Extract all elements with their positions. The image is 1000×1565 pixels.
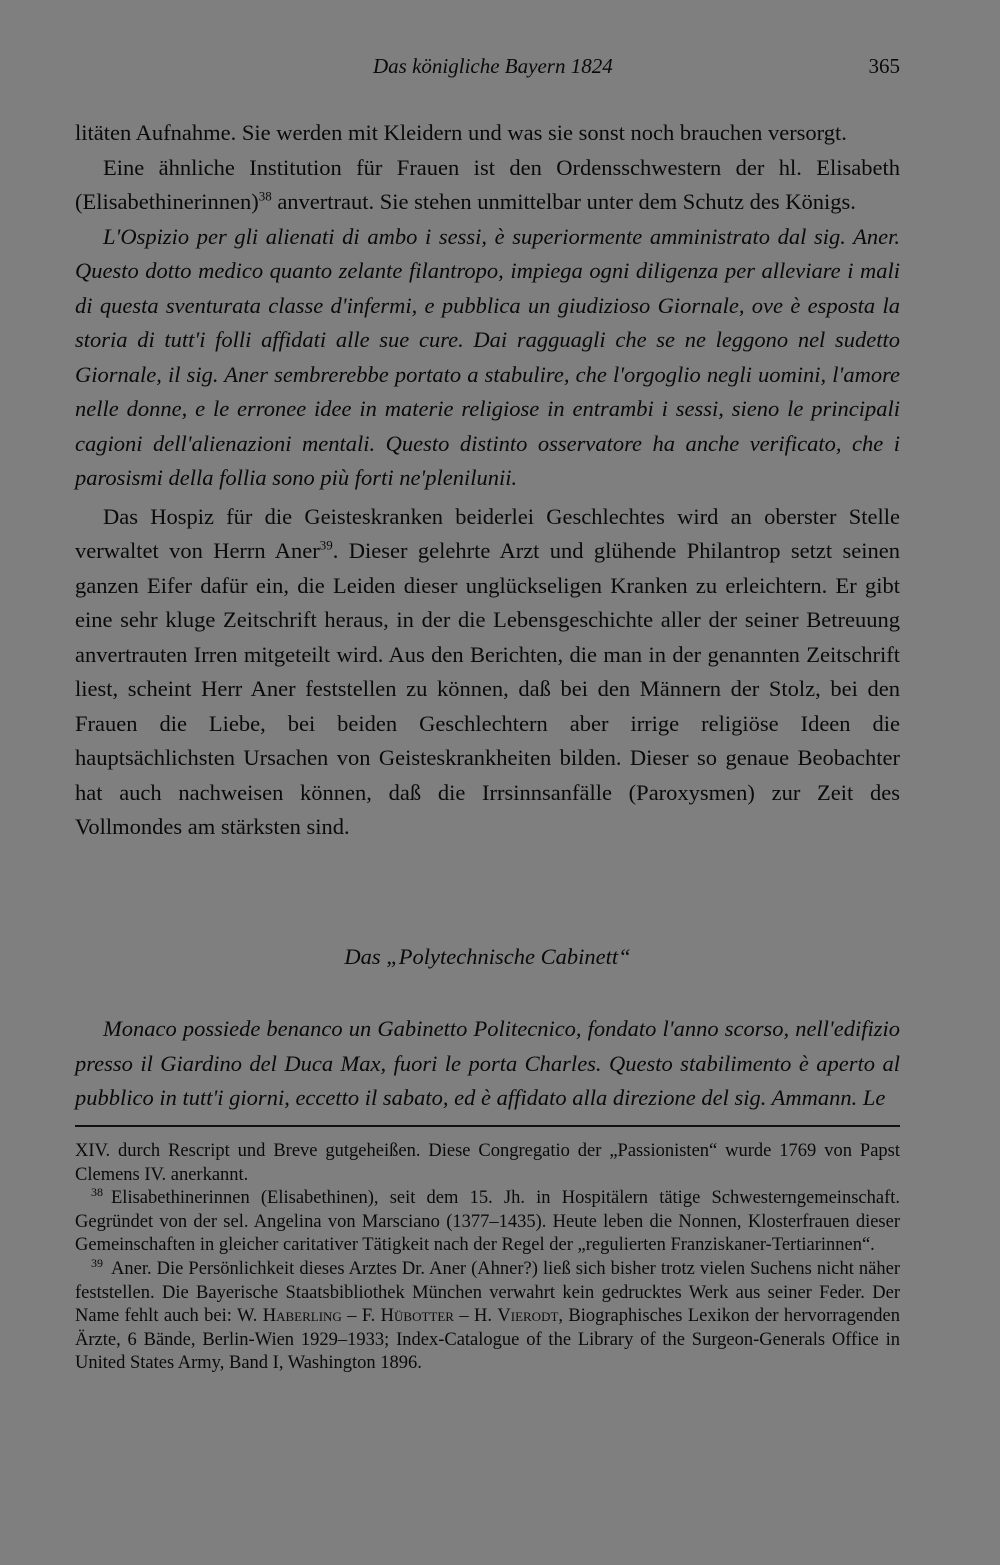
section-heading: Das „Polytechnische Cabinett“ — [344, 944, 631, 969]
footnote-38 — [75, 1187, 900, 1258]
footnote-38-text: Elisabethinerinnen (Elisabethinen), seit dem 15. Jh. in Hospitälern tätige Schwesterngemeinschaft. Gegründet von der sel. Angelina von Marsciano (1377–1435). Heute leben die Nonnen, Klosterfrauen dieser Gemeinschaften in gleicher caritativer Tätigkeit nach der Regel der „regulierten Franziskaner-Tertiarinnen“. — [75, 1188, 900, 1256]
footnote-continuation: XIV. durch Rescript und Breve gutgeheißen. Diese Congregatio der „Passionisten“ wurde 1769 von Papst Clemens IV. anerkannt. — [75, 1141, 900, 1185]
footnotes — [75, 1140, 900, 1376]
footnote-39-number: 39 — [91, 1255, 103, 1270]
main-text — [75, 116, 900, 845]
author-vierodt: Vierodt — [497, 1306, 559, 1327]
paragraph-4 — [75, 500, 900, 845]
paragraph-2-text-b: anvertraut. Sie stehen unmittelbar unter dem Schutz des Königs. — [271, 189, 856, 214]
italian-quote-1: L'Ospizio per gli alienati di ambo i sessi, è superiormente amministrato dal sig. Aner. Questo dotto medico quanto zelante filantropo, impiega ogni diligenza per alleviare i mali di questa sventurata classe d'infermi, e pubblica un giudizioso Giornale, ove è esposta la storia di tutt'i folli affidati alle sue cure. Dai ragguagli che se ne leggono nel sudetto Giornale, il sig. Aner sembrerebbe portato a stabulire, che l'orgoglio negli uomini, l'amore nelle donne, e le erronee idee in materie religiose in entrambi i sessi, sieno le principali cagioni dell'alienazioni mentali. Questo distinto osservatore ha anche verificato, che i parosismi della follia sono più forti ne'plenilunii. — [75, 223, 900, 490]
page-header — [75, 54, 900, 84]
footnote-ref-38[interactable]: 38 — [258, 188, 272, 204]
footnote-39-text-b: , Biographisches Lexikon der hervorragenden Ärzte, 6 Bände, Berlin-Wien 1929–1933; Index-Catalogue of the Library of the Surgeon-Generals Office in United States Army, Band I, Washington 1896. — [75, 1306, 900, 1374]
page-number: 365 — [868, 54, 900, 78]
running-title: Das königliche Bayern 1824 — [373, 54, 613, 78]
footnote-39-sep-1: – F. — [341, 1306, 381, 1327]
author-huebotter: Hübotter — [380, 1306, 454, 1327]
footnote-39-sep-2: – H. — [453, 1306, 498, 1327]
paragraph-4-text-b: . Dieser gelehrte Arzt und glühende Philantrop setzt seinen ganzen Eifer dafür ein, die Leiden dieser unglückseligen Kranken zu erleichtern. Er gibt eine sehr kluge Zeitschrift heraus, in der die Lebensgeschichte aller der seiner Betreuung anvertrauten Irren mitgeteilt wird. Aus den Berichten, die man in der genannten Zeitschrift liest, scheint Herr Aner feststellen zu können, daß bei den Männern der Stolz, bei den Frauen die Liebe, bei beiden Geschlechtern aber irrige religiöse Ideen die hauptsächlichsten Ursachen von Geisteskrankheiten bilden. Dieser so genaue Beobachter hat auch nachweisen können, daß die Irrsinnsanfälle (Paroxysmen) zur Zeit des Vollmondes am stärksten sind. — [75, 538, 900, 839]
paragraph-2-text-a: Eine ähnliche Institution für Frauen ist den Ordensschwestern der hl. Elisabeth (Elisabethinerinnen) — [75, 154, 900, 214]
footnote-ref-39[interactable]: 39 — [319, 537, 333, 553]
paragraph-4-text-a: Das Hospiz für die Geisteskranken beiderlei Geschlechtes wird an oberster Stelle verwaltet von Herrn Aner — [75, 503, 900, 563]
paragraph-1: litäten Aufnahme. Sie werden mit Kleidern und was sie sonst noch brauchen versorgt. — [75, 120, 847, 145]
footnote-39-text-a: Aner. Die Persönlichkeit dieses Arztes Dr. Aner (Ahner?) ließ sich bisher trotz vielen Suchens nicht näher feststellen. Die Bayerische Staatsbibliothek München verwahrt kein gedrucktes Werk aus seiner Feder. Der Name fehlt auch bei: W. — [75, 1258, 900, 1327]
italian-quote-2: Monaco possiede benanco un Gabinetto Politecnico, fondato l'anno scorso, nell'edifizio presso il Giardino del Duca Max, fuori le porta Charles. Questo stabilimento è aperto al pubblico in tutt'i giorni, eccetto il sabato, ed è affidato alla direzione del sig. Ammann. Le — [75, 1016, 900, 1110]
author-haberling: Haberling — [262, 1306, 342, 1327]
footnote-38-number: 38 — [91, 1185, 103, 1200]
italian-quote-2-block — [75, 1012, 900, 1116]
paragraph-2 — [75, 151, 900, 220]
footnote-rule — [75, 1125, 900, 1127]
footnote-39 — [75, 1255, 900, 1376]
